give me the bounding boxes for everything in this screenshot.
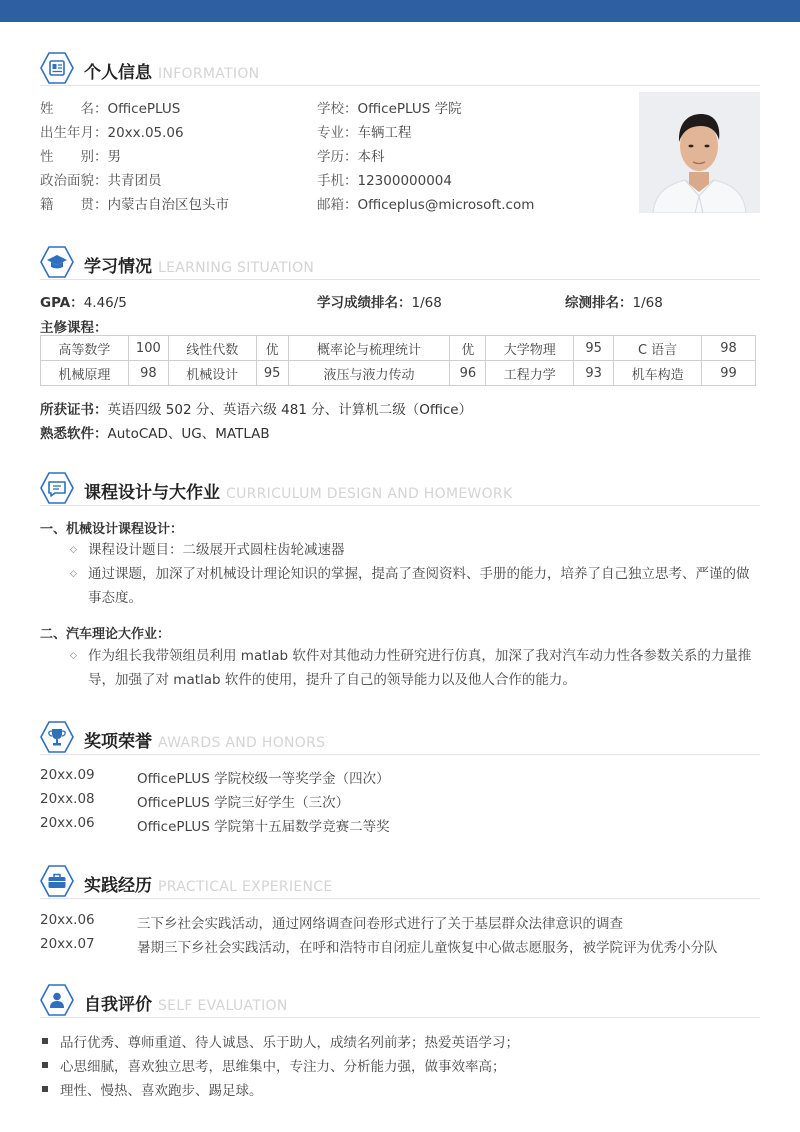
info-political xyxy=(40,169,162,189)
course-score: 95 xyxy=(574,336,614,361)
info-degree xyxy=(317,145,385,165)
course-name: 线性代数 xyxy=(168,336,256,361)
info-label: 姓 名： xyxy=(40,101,108,117)
briefcase-icon xyxy=(40,865,74,897)
section-title-en: CURRICULUM DESIGN AND HOMEWORK xyxy=(226,486,513,502)
course-score: 98 xyxy=(128,361,168,386)
info-value: 12300000004 xyxy=(357,173,452,189)
rank-label: 学习成绩排名： xyxy=(317,295,412,311)
course-name: 机械设计 xyxy=(168,361,256,386)
certificates-label: 所获证书： xyxy=(40,402,108,418)
square-bullet-icon xyxy=(42,1086,48,1092)
course-name: 概率论与梳理统计 xyxy=(288,336,450,361)
info-hometown xyxy=(40,193,229,213)
info-gender xyxy=(40,145,121,165)
software-value: AutoCAD、UG、MATLAB xyxy=(107,426,270,442)
software-label: 熟悉软件： xyxy=(40,426,108,442)
section-title: 课程设计与大作业 xyxy=(84,483,220,503)
info-value: 男 xyxy=(107,149,121,165)
info-email xyxy=(317,193,534,213)
section-header-study xyxy=(40,246,760,280)
info-value: OfficePLUS 学院 xyxy=(357,101,462,117)
profile-photo xyxy=(639,92,760,213)
course-score: 100 xyxy=(128,336,168,361)
table-row xyxy=(41,336,756,361)
course-heading-1: 一、机械设计课程设计： xyxy=(40,522,184,537)
gpa-value: 4.46/5 xyxy=(83,295,127,311)
courses-table xyxy=(40,335,756,386)
section-header-course xyxy=(40,472,760,506)
course-score: 98 xyxy=(702,336,756,361)
info-birth xyxy=(40,121,184,141)
graduation-cap-icon xyxy=(40,246,74,278)
section-header-self xyxy=(40,984,760,1018)
course-score: 优 xyxy=(256,336,288,361)
info-major xyxy=(317,121,412,141)
course-name: C 语言 xyxy=(614,336,702,361)
rank-value: 1/68 xyxy=(411,295,442,311)
section-title: 个人信息 xyxy=(84,63,152,83)
award-text: OfficePLUS 学院三好学生（三次） xyxy=(137,795,350,811)
course-name: 机械原理 xyxy=(41,361,129,386)
award-text: OfficePLUS 学院校级一等奖学金（四次） xyxy=(137,771,390,787)
info-value: OfficePLUS xyxy=(107,101,181,117)
section-title-en: INFORMATION xyxy=(158,66,260,82)
info-label: 性 别： xyxy=(40,149,108,165)
award-date: 20xx.09 xyxy=(40,767,95,783)
id-card-icon xyxy=(40,52,74,84)
gpa-label: GPA： xyxy=(40,295,84,311)
info-label: 籍 贯： xyxy=(40,197,108,213)
square-bullet-icon xyxy=(42,1038,48,1044)
info-value: 共青团员 xyxy=(107,173,162,189)
courses-label: 主修课程： xyxy=(40,320,108,336)
course-score: 96 xyxy=(450,361,486,386)
overall-rank-label: 综测排名： xyxy=(565,295,633,311)
section-title: 学习情况 xyxy=(84,257,152,277)
practice-date: 20xx.06 xyxy=(40,912,95,928)
practice-text: 暑期三下乡社会实践活动，在呼和浩特市自闭症儿童恢复中心做志愿服务，被学院评为优秀小分队 xyxy=(137,940,718,956)
section-title-en: SELF EVALUATION xyxy=(158,998,288,1014)
diamond-bullet-icon: ◇ xyxy=(70,545,77,555)
info-name xyxy=(40,97,180,117)
award-text: OfficePLUS 学院第十五届数学竞赛二等奖 xyxy=(137,819,390,835)
info-label: 政治面貌： xyxy=(40,173,108,189)
course-name: 大学物理 xyxy=(486,336,574,361)
info-phone xyxy=(317,169,452,189)
practice-text: 三下乡社会实践活动，通过网络调查问卷形式进行了关于基层群众法律意识的调查 xyxy=(137,916,623,932)
person-icon xyxy=(40,984,74,1016)
section-header-practice xyxy=(40,865,760,899)
section-header-awards xyxy=(40,721,760,755)
self-eval-item: 品行优秀、尊师重道、待人诚恳、乐于助人，成绩名列前茅；热爱英语学习； xyxy=(60,1035,519,1051)
section-header-info xyxy=(40,52,760,86)
course-item-1: 课程设计题目：二级展开式圆柱齿轮减速器 xyxy=(88,542,345,558)
diamond-bullet-icon: ◇ xyxy=(70,651,77,661)
info-label: 专业： xyxy=(317,125,358,141)
square-bullet-icon xyxy=(42,1062,48,1068)
diamond-bullet-icon: ◇ xyxy=(70,569,77,579)
section-title: 实践经历 xyxy=(84,876,152,896)
info-label: 邮箱： xyxy=(317,197,358,213)
section-title: 自我评价 xyxy=(84,995,152,1015)
course-score: 93 xyxy=(574,361,614,386)
course-name: 高等数学 xyxy=(41,336,129,361)
overall-rank-value: 1/68 xyxy=(632,295,663,311)
software-line xyxy=(40,422,270,442)
info-label: 学校： xyxy=(317,101,358,117)
overall-rank-line xyxy=(565,291,663,311)
info-value: 内蒙古自治区包头市 xyxy=(107,197,229,213)
practice-date: 20xx.07 xyxy=(40,936,95,952)
section-title-en: LEARNING SITUATION xyxy=(158,260,315,276)
self-eval-item: 心思细腻，喜欢独立思考，思维集中，专注力、分析能力强，做事效率高； xyxy=(60,1059,506,1075)
course-item-2: 通过课题，加深了对机械设计理论知识的掌握，提高了查阅资料、手册的能力，培养了自己独立思考、严谨的做事态度。 xyxy=(88,566,750,606)
section-title-en: PRACTICAL EXPERIENCE xyxy=(158,879,333,895)
info-value: 20xx.05.06 xyxy=(107,125,184,141)
course-score: 95 xyxy=(256,361,288,386)
info-school xyxy=(317,97,462,117)
course-score: 优 xyxy=(450,336,486,361)
chat-bubble-icon xyxy=(40,472,74,504)
info-value: 车辆工程 xyxy=(357,125,412,141)
trophy-icon xyxy=(40,721,74,753)
award-date: 20xx.06 xyxy=(40,815,95,831)
section-title: 奖项荣誉 xyxy=(84,732,152,752)
info-label: 手机： xyxy=(317,173,358,189)
info-value: 本科 xyxy=(357,149,385,165)
section-title-en: AWARDS AND HONORS xyxy=(158,735,326,751)
info-label: 出生年月： xyxy=(40,125,108,141)
award-date: 20xx.08 xyxy=(40,791,95,807)
self-eval-item: 理性、慢热、喜欢跑步、踢足球。 xyxy=(60,1083,263,1099)
info-label: 学历： xyxy=(317,149,358,165)
rank-line xyxy=(317,291,442,311)
certificates-value: 英语四级 502 分、英语六级 481 分、计算机二级（Office） xyxy=(107,402,473,418)
course-name: 机车构造 xyxy=(614,361,702,386)
course-score: 99 xyxy=(702,361,756,386)
course-name: 工程力学 xyxy=(486,361,574,386)
course-item-3: 作为组长我带领组员利用 matlab 软件对其他动力性研究进行仿真，加深了我对汽车动力性各参数关系的力量推导，加强了对 matlab 软件的使用，提升了自己的领导能力以及他人合作的能力。 xyxy=(88,648,752,688)
info-value: Officeplus@microsoft.com xyxy=(357,197,535,213)
gpa-line xyxy=(40,291,127,311)
course-heading-2: 二、汽车理论大作业： xyxy=(40,627,171,642)
table-row xyxy=(41,361,756,386)
course-name: 液压与液力传动 xyxy=(288,361,450,386)
certificates-line xyxy=(40,398,472,418)
top-accent-bar xyxy=(0,0,800,22)
